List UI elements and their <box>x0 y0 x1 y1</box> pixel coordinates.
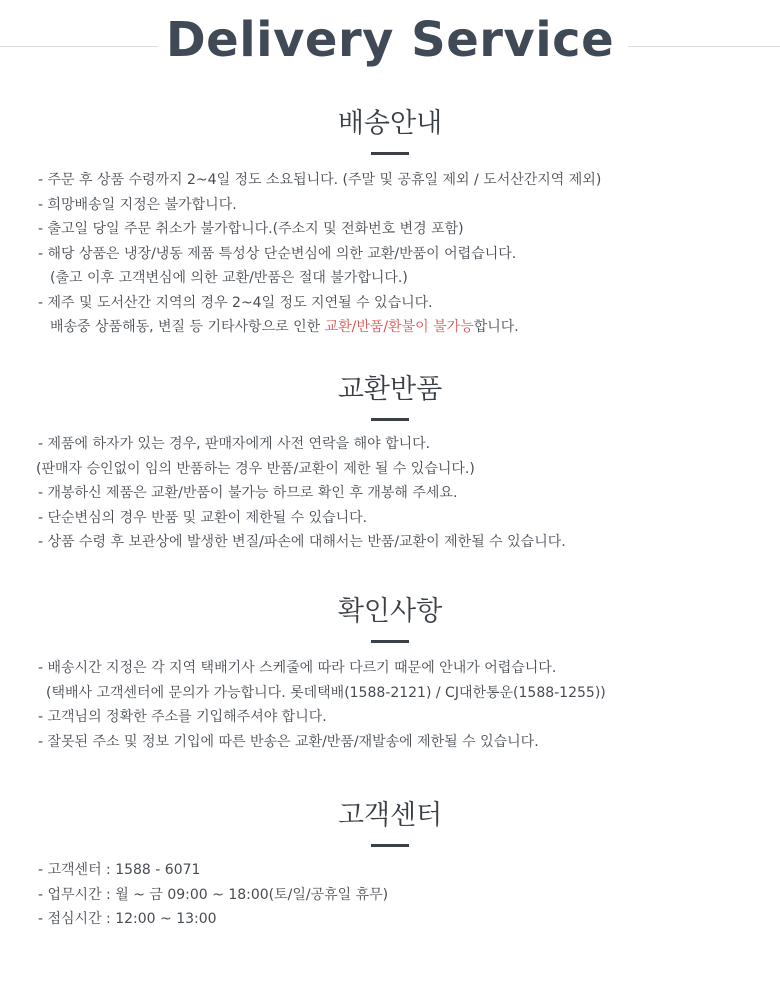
list-item: - 주문 후 상품 수령까지 2~4일 정도 소요됩니다. (주말 및 공휴일 제외 / 도서산간지역 제외) <box>38 172 602 188</box>
list-item: - 점심시간 : 12:00 ~ 13:00 <box>38 911 217 927</box>
list-item: - 제품에 하자가 있는 경우, 판매자에게 사전 연락을 해야 합니다. <box>38 436 431 452</box>
support-section-title: 고객센터 <box>337 800 443 831</box>
list-item: - 업무시간 : 월 ~ 금 09:00 ~ 18:00(토/일/공휴일 휴무) <box>38 886 389 903</box>
check-section <box>0 592 780 750</box>
list-item: - 잘못된 주소 및 정보 기입에 따른 반송은 교환/반품/재발송에 제한될 수 있습니다. <box>38 733 539 750</box>
check-list <box>38 656 758 754</box>
section-underline <box>371 640 409 643</box>
list-item: (판매자 승인없이 임의 반품하는 경우 반품/교환이 제한 될 수 있습니다.) <box>36 460 475 477</box>
support-section <box>0 796 780 927</box>
delivery-last-pre: 배송중 상품해동, 변질 등 기타사항으로 인한 <box>50 319 325 335</box>
check-section-title: 확인사항 <box>337 596 443 627</box>
exchange-list <box>38 432 758 555</box>
delivery-last-post: 합니다. <box>473 319 519 335</box>
section-underline <box>371 844 409 847</box>
page-header <box>0 0 780 80</box>
list-item: - 고객센터 : 1588 - 6071 <box>38 862 201 878</box>
section-underline <box>371 152 409 155</box>
section-underline <box>371 418 409 421</box>
list-item: - 해당 상품은 냉장/냉동 제품 특성상 단순변심에 의한 교환/반품이 어렵습니다. <box>38 245 517 262</box>
support-list <box>38 858 758 932</box>
page-title: Delivery Service <box>165 12 615 68</box>
list-item: - 제주 및 도서산간 지역의 경우 2~4일 정도 지연될 수 있습니다. <box>38 294 433 311</box>
delivery-section <box>0 104 780 335</box>
delivery-section-title: 배송안내 <box>337 108 443 139</box>
list-item: (택배사 고객센터에 문의가 가능합니다. 롯데택배(1588-2121) / CJ대한통운(1588-1255)) <box>46 684 606 701</box>
delivery-list <box>38 168 758 340</box>
list-item: - 배송시간 지정은 각 지역 택배기사 스케줄에 따라 다르기 때문에 안내가 어렵습니다. <box>38 660 557 676</box>
delivery-warning-highlight: 교환/반품/환불이 불가능 <box>324 319 474 335</box>
list-item: - 희망배송일 지정은 불가합니다. <box>38 196 237 213</box>
list-item: (출고 이후 고객변심에 의한 교환/반품은 절대 불가합니다.) <box>50 270 408 286</box>
list-item: - 출고일 당일 주문 취소가 불가합니다.(주소지 및 전화번호 변경 포함) <box>38 221 464 237</box>
list-item: - 상품 수령 후 보관상에 발생한 변질/파손에 대해서는 반품/교환이 제한될 수 있습니다. <box>38 534 566 550</box>
list-item: - 고객님의 정확한 주소를 기입해주셔야 합니다. <box>38 709 327 725</box>
list-item: - 단순변심의 경우 반품 및 교환이 제한될 수 있습니다. <box>38 509 368 526</box>
exchange-section <box>0 370 780 550</box>
list-item-warning: - 개봉하신 제품은 교환/반품이 불가능 하므로 확인 후 개봉해 주세요. <box>38 485 458 501</box>
exchange-section-title: 교환반품 <box>337 374 443 405</box>
header-rule-right <box>628 46 780 47</box>
list-item <box>38 315 758 340</box>
